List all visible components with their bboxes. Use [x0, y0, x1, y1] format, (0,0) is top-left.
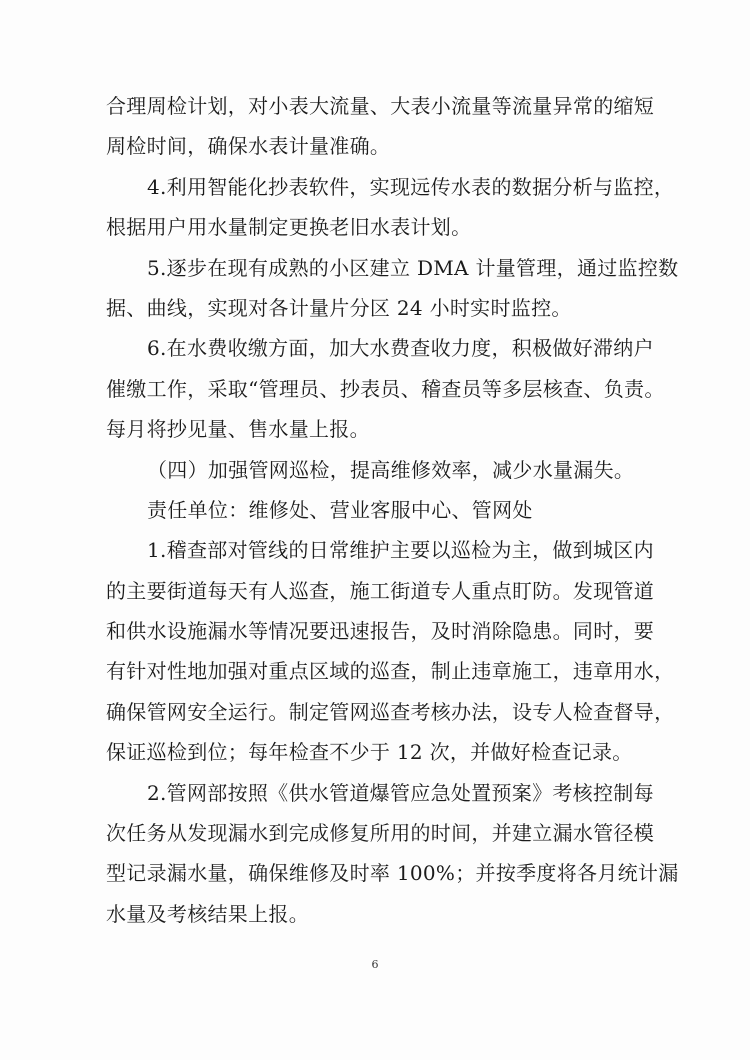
text-line: 每月将抄见量、售水量上报。 — [106, 417, 370, 442]
list-item-2: 2.管网部按照《供水管道爆管应急处置预案》考核控制每 — [147, 780, 654, 805]
text-line: 的主要街道每天有人巡查，施工街道专人重点盯防。发现管道 — [106, 578, 655, 603]
text-line: 保证巡检到位；每年检查不少于 12 次，并做好检查记录。 — [106, 740, 633, 765]
text-line: 根据用户用水量制定更换老旧水表计划。 — [106, 215, 472, 240]
section-heading: （四）加强管网巡检，提高维修效率，减少水量漏失。 — [147, 457, 635, 482]
text-line: 据、曲线，实现对各计量片分区 24 小时实时监控。 — [106, 295, 572, 320]
text-line: 有针对性地加强对重点区域的巡查，制止违章施工，违章用水， — [106, 659, 675, 684]
text-line: 水量及考核结果上报。 — [106, 901, 309, 926]
list-item-6: 6.在水费收缴方面，加大水费查收力度，积极做好滞纳户 — [147, 336, 654, 361]
text-line: 型记录漏水量，确保维修及时率 100%；并按季度将各月统计漏 — [106, 861, 679, 886]
text-line: 确保管网安全运行。制定管网巡查考核办法，设专人检查督导， — [106, 699, 675, 724]
list-item-5: 5.逐步在现有成熟的小区建立 DMA 计量管理，通过监控数 — [147, 255, 679, 280]
text-line: 和供水设施漏水等情况要迅速报告，及时消除隐患。同时，要 — [106, 619, 655, 644]
responsible-units: 责任单位：维修处、营业客服中心、管网处 — [147, 497, 533, 522]
page-number: 6 — [371, 958, 379, 971]
text-line: 合理周检计划，对小表大流量、大表小流量等流量异常的缩短 — [106, 94, 655, 118]
list-item-4: 4.利用智能化抄表软件，实现远传水表的数据分析与监控， — [147, 174, 675, 199]
text-line: 催缴工作，采取“管理员、抄表员、稽查员等多层核查、负责。 — [106, 376, 665, 401]
text-line: 周检时间，确保水表计量准确。 — [106, 134, 391, 159]
list-item-1: 1.稽查部对管线的日常维护主要以巡检为主，做到城区内 — [147, 538, 654, 563]
text-line: 次任务从发现漏水到完成修复所用的时间，并建立漏水管径模 — [106, 821, 655, 846]
body-text — [106, 86, 679, 934]
